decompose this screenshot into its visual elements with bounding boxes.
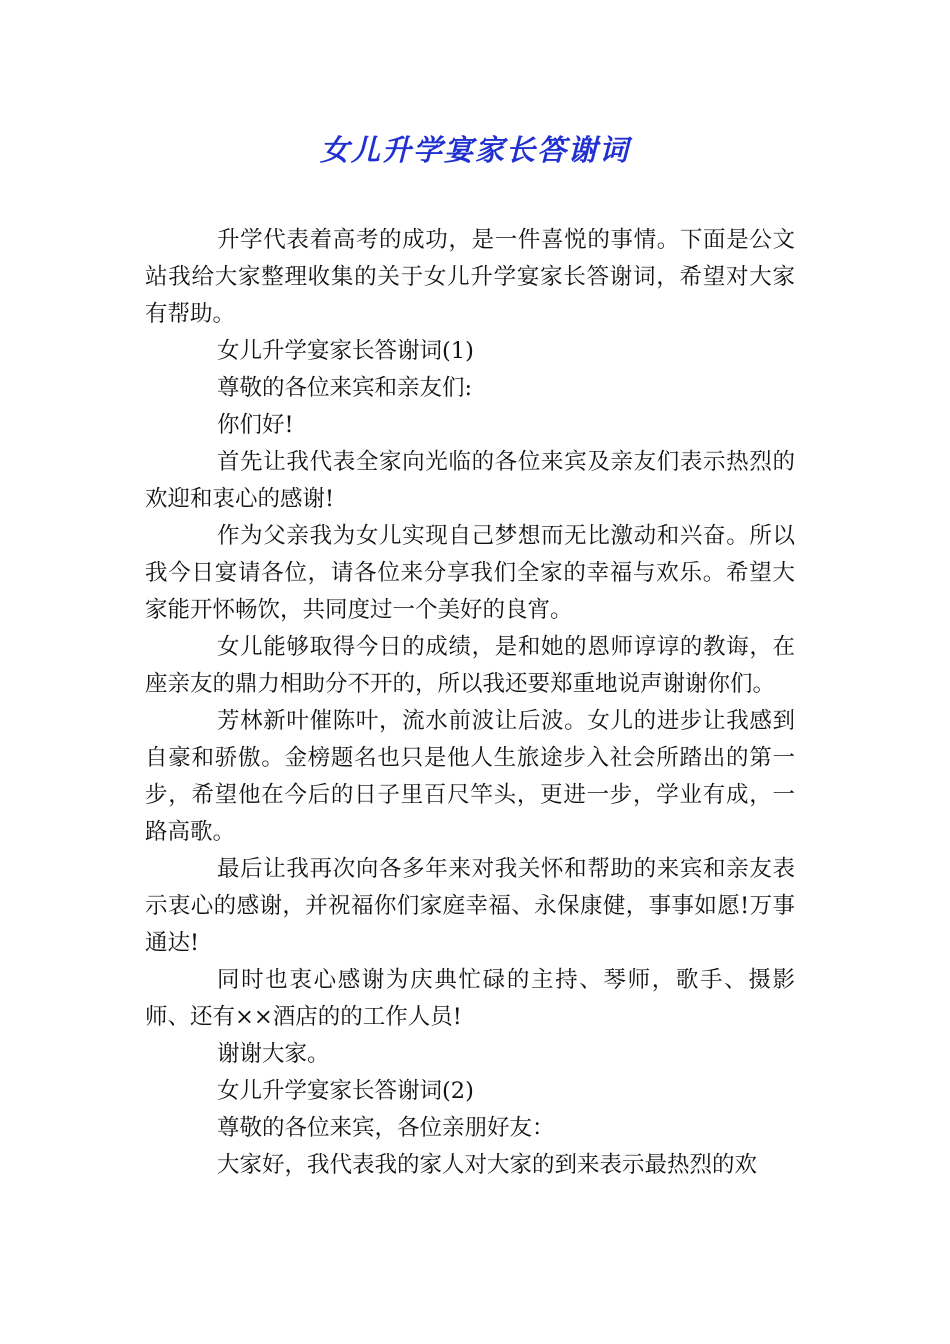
greeting: 你们好! xyxy=(217,412,294,438)
salutation: 尊敬的各位来宾，各位亲朋好友： xyxy=(217,1115,555,1141)
document-title: 女儿升学宴家长答谢词 xyxy=(319,133,630,167)
salutation: 尊敬的各位来宾和亲友们: xyxy=(217,375,473,401)
paragraph: 大家好，我代表我的家人对大家的到来表示最热烈的欢 xyxy=(217,1152,758,1178)
paragraph: 作为父亲我为女儿实现自己梦想而无比激动和兴奋。所以我今日宴请各位，请各位来分享我们全家的幸福与欢乐。希望大家能开怀畅饮，共同度过一个美好的良宵。 xyxy=(145,523,795,623)
paragraph: 升学代表着高考的成功，是一件喜悦的事情。下面是公文站我给大家整理收集的关于女儿升学宴家长答谢词，希望对大家有帮助。 xyxy=(145,227,795,327)
closing-line: 谢谢大家。 xyxy=(217,1041,330,1067)
paragraph: 同时也衷心感谢为庆典忙碌的主持、琴师，歌手、摄影师、还有××酒店的的工作人员! xyxy=(145,967,795,1030)
document-body xyxy=(145,222,795,1184)
paragraph: 女儿能够取得今日的成绩，是和她的恩师谆谆的教诲，在座亲友的鼎力相助分不开的，所以我还要郑重地说声谢谢你们。 xyxy=(145,634,795,697)
paragraph: 芳林新叶催陈叶，流水前波让后波。女儿的进步让我感到自豪和骄傲。金榜题名也只是他人生旅途步入社会所踏出的第一步，希望他在今后的日子里百尺竿头，更进一步，学业有成，一路高歌。 xyxy=(145,708,795,845)
section-heading: 女儿升学宴家长答谢词(2) xyxy=(217,1078,474,1104)
paragraph: 最后让我再次向各多年来对我关怀和帮助的来宾和亲友表示衷心的感谢，并祝福你们家庭幸福、永保康健，事事如愿!万事通达! xyxy=(145,856,795,956)
paragraph: 首先让我代表全家向光临的各位来宾及亲友们表示热烈的欢迎和衷心的感谢! xyxy=(145,449,795,512)
section-heading: 女儿升学宴家长答谢词(1) xyxy=(217,338,474,364)
